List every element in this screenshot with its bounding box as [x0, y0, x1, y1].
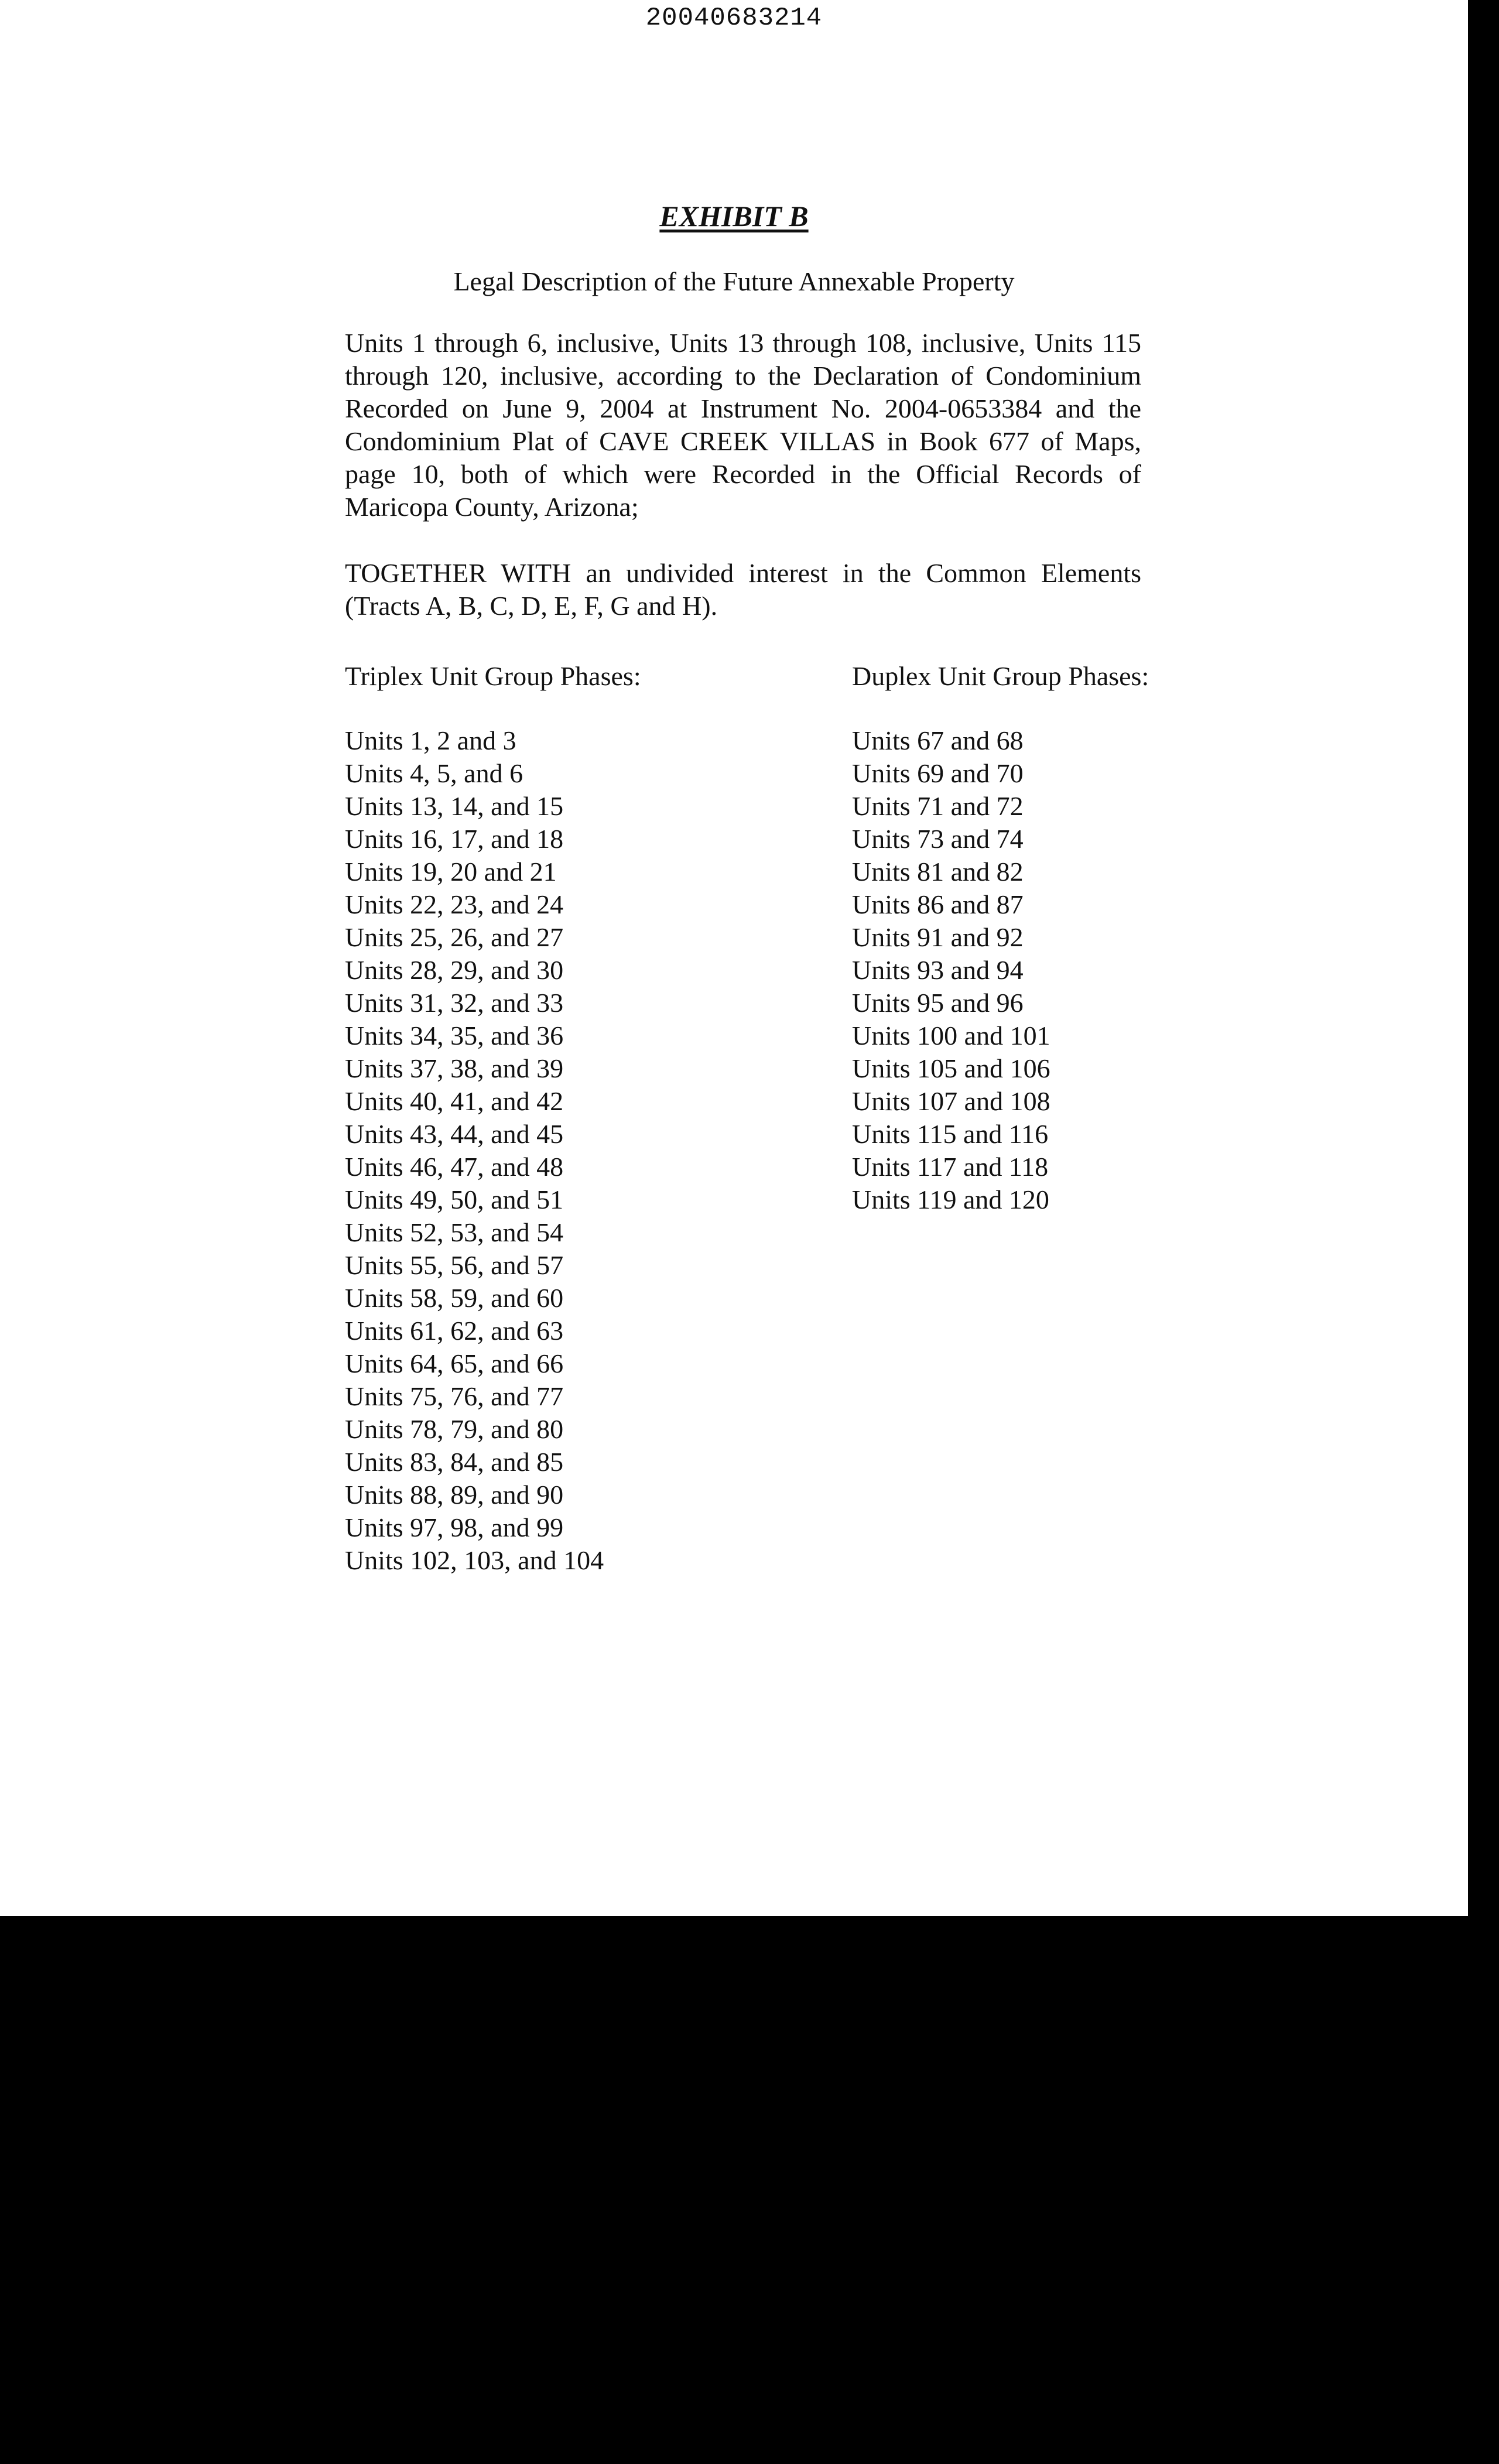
- triplex-unit-item: Units 55, 56, and 57: [345, 1250, 564, 1280]
- triplex-unit-item: Units 75, 76, and 77: [345, 1381, 564, 1411]
- triplex-unit-item: Units 4, 5, and 6: [345, 758, 523, 788]
- duplex-unit-item: Units 81 and 82: [852, 857, 1024, 887]
- triplex-unit-item: Units 34, 35, and 36: [345, 1021, 564, 1050]
- duplex-unit-item: Units 105 and 106: [852, 1053, 1050, 1083]
- duplex-unit-item: Units 95 and 96: [852, 988, 1024, 1018]
- exhibit-title: EXHIBIT B: [659, 200, 809, 232]
- triplex-unit-item: Units 46, 47, and 48: [345, 1152, 564, 1182]
- duplex-unit-item: Units 91 and 92: [852, 922, 1024, 952]
- triplex-unit-item: Units 28, 29, and 30: [345, 955, 564, 985]
- duplex-unit-item: Units 73 and 74: [852, 824, 1024, 854]
- triplex-unit-item: Units 64, 65, and 66: [345, 1349, 564, 1378]
- duplex-heading: Duplex Unit Group Phases:: [852, 661, 1149, 691]
- triplex-unit-item: Units 102, 103, and 104: [345, 1545, 604, 1575]
- triplex-unit-item: Units 52, 53, and 54: [345, 1217, 564, 1247]
- duplex-unit-item: Units 67 and 68: [852, 725, 1024, 755]
- triplex-unit-item: Units 49, 50, and 51: [345, 1185, 564, 1214]
- triplex-unit-item: Units 97, 98, and 99: [345, 1512, 564, 1542]
- triplex-unit-item: Units 88, 89, and 90: [345, 1480, 564, 1510]
- triplex-unit-item: Units 13, 14, and 15: [345, 791, 564, 821]
- common-elements-paragraph: TOGETHER WITH an undivided interest in the Common Elements (Tracts A, B, C, D, E, F, G and H).: [345, 558, 1141, 621]
- triplex-unit-item: Units 78, 79, and 80: [345, 1414, 564, 1444]
- duplex-unit-list: [852, 724, 1050, 1216]
- triplex-unit-item: Units 19, 20 and 21: [345, 857, 557, 887]
- duplex-unit-item: Units 71 and 72: [852, 791, 1024, 821]
- triplex-unit-item: Units 40, 41, and 42: [345, 1086, 564, 1116]
- triplex-unit-item: Units 43, 44, and 45: [345, 1119, 564, 1149]
- duplex-unit-item: Units 100 and 101: [852, 1021, 1050, 1050]
- legal-description-paragraph: Units 1 through 6, inclusive, Units 13 through 108, inclusive, Units 115 through 120, inclusive, according to the Declaration of Condominium Recorded on June 9, 2004 at Instrument No. 2004-0653384 and the Condominium Plat of CAVE CREEK VILLAS in Book 677 of Maps, page 10, both of which were Recorded in the Official Records of Maricopa County, Arizona;: [345, 328, 1141, 522]
- duplex-unit-item: Units 93 and 94: [852, 955, 1024, 985]
- triplex-unit-item: Units 1, 2 and 3: [345, 725, 516, 755]
- triplex-unit-item: Units 83, 84, and 85: [345, 1447, 564, 1477]
- recording-number: 20040683214: [645, 4, 823, 33]
- duplex-unit-item: Units 117 and 118: [852, 1152, 1049, 1182]
- triplex-unit-list: [345, 724, 604, 1577]
- duplex-unit-item: Units 69 and 70: [852, 758, 1024, 788]
- duplex-unit-item: Units 115 and 116: [852, 1119, 1049, 1149]
- triplex-unit-item: Units 61, 62, and 63: [345, 1316, 564, 1346]
- triplex-heading: Triplex Unit Group Phases:: [345, 661, 641, 691]
- triplex-unit-item: Units 37, 38, and 39: [345, 1053, 564, 1083]
- triplex-unit-item: Units 16, 17, and 18: [345, 824, 564, 854]
- exhibit-subtitle: Legal Description of the Future Annexable Property: [453, 266, 1015, 296]
- triplex-unit-item: Units 58, 59, and 60: [345, 1283, 564, 1313]
- duplex-unit-item: Units 119 and 120: [852, 1185, 1049, 1214]
- triplex-unit-item: Units 25, 26, and 27: [345, 922, 564, 952]
- duplex-unit-item: Units 107 and 108: [852, 1086, 1050, 1116]
- triplex-unit-item: Units 22, 23, and 24: [345, 889, 564, 919]
- duplex-unit-item: Units 86 and 87: [852, 889, 1024, 919]
- triplex-unit-item: Units 31, 32, and 33: [345, 988, 564, 1018]
